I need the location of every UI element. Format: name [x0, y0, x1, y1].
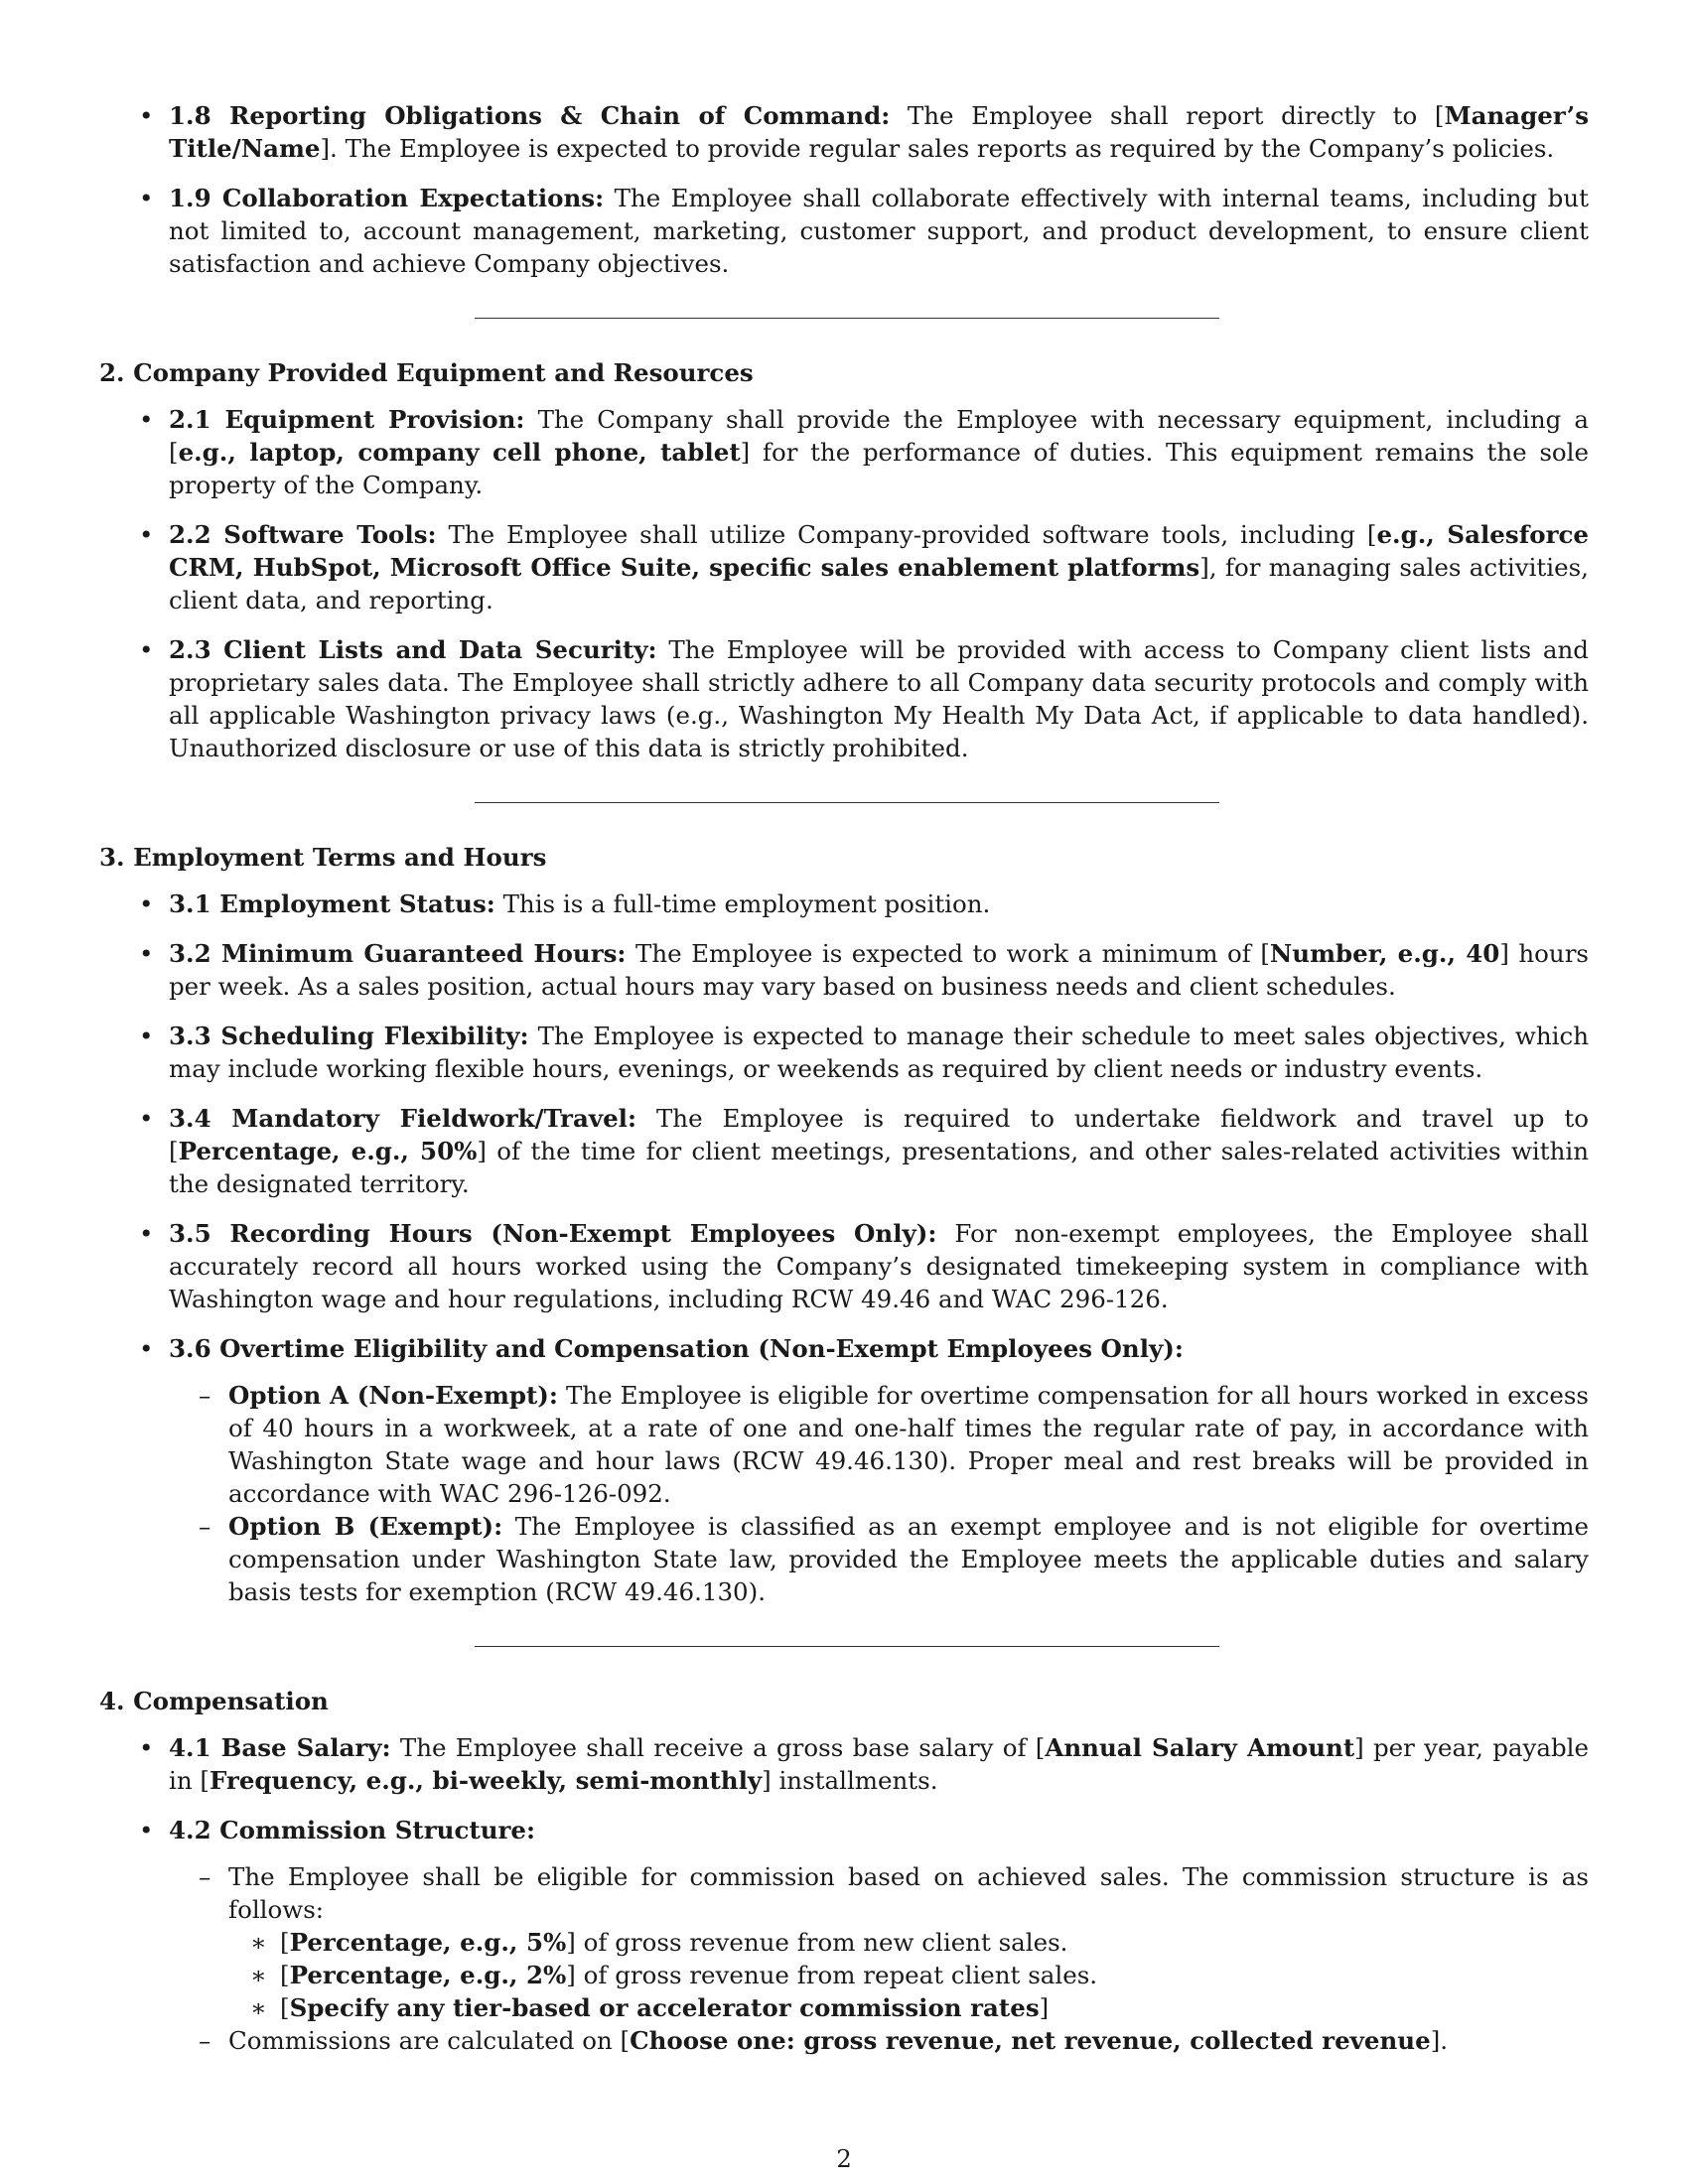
item-3-3: • 3.3 Scheduling Flexibility: The Employee is expected to manage their schedule to meet sales objectives, which may include working flexible hours, evenings, or weekends as required by client needs or industry events. — [99, 1020, 1589, 1085]
commission-rate-tier: ∗ [Specify any tier-based or accelerator commission rates] — [228, 1991, 1589, 2024]
section-4-list — [99, 1731, 1589, 2057]
item-4-2: • 4.2 Commission Structure: – The Employee shall be eligible for commission based on achieved sales. The commission structure is as follows: ∗ [Percentage, e.g., 5%] of gross revenue from new client sales. ∗ [Percentage, e.g., 2%] of gross revenue from repeat client sales. ∗ [Specify any tier-based or accelerator commission rates] – Commissions are calculated on [Choose one: gross revenue, net revenue, collected revenue]. — [99, 1814, 1589, 2057]
commission-rate-repeat: ∗ [Percentage, e.g., 2%] of gross revenue from repeat client sales. — [228, 1959, 1589, 1991]
page-number: 2 — [836, 2144, 852, 2173]
item-2-2: • 2.2 Software Tools: The Employee shall utilize Company-provided software tools, including [e.g., Salesforce CRM, HubSpot, Microsoft Office Suite, specific sales enablement platforms], for managing sales activities, client data, and reporting. — [99, 518, 1589, 616]
section-divider — [475, 1646, 1219, 1647]
item-label: 1.8 Reporting Obligations & Chain of Command: — [169, 101, 891, 130]
section-3-list — [99, 887, 1589, 1608]
item-1-9: • 1.9 Collaboration Expectations: The Employee shall collaborate effectively with internal teams, including but not limited to, account management, marketing, customer support, and product development, to ensure client satisfaction and achieve Company objectives. — [99, 182, 1589, 280]
commission-intro: – The Employee shall be eligible for commission based on achieved sales. The commission structure is as follows: ∗ [Percentage, e.g., 5%] of gross revenue from new client sales. ∗ [Percentage, e.g., 2%] of gross revenue from repeat client sales. ∗ [Specify any tier-based or accelerator commission rates] — [169, 1860, 1589, 2024]
item-3-4: • 3.4 Mandatory Fieldwork/Travel: The Employee is required to undertake fieldwork and travel up to [Percentage, e.g., 50%] of the time for client meetings, presentations, and other sales-related activities within the designated territory. — [99, 1102, 1589, 1200]
item-3-5: • 3.5 Recording Hours (Non-Exempt Employees Only): For non-exempt employees, the Employee shall accurately record all hours worked using the Company’s designated timekeeping system in compliance with Washington wage and hour regulations, including RCW 49.46 and WAC 296-126. — [99, 1217, 1589, 1315]
section-4-title: 4. Compensation — [99, 1687, 329, 1715]
option-a: – Option A (Non-Exempt): The Employee is eligible for overtime compensation for all hours worked in excess of 40 hours in a workweek, at a rate of one and one-half times the regular rate of pay, in accordance with Washington State wage and hour laws (RCW 49.46.130). Proper meal and rest breaks will be provided in accordance with WAC 296-126-092. — [169, 1379, 1589, 1510]
option-b: – Option B (Exempt): The Employee is classified as an exempt employee and is not eligible for overtime compensation under Washington State law, provided the Employee meets the applicable duties and salary basis tests for exemption (RCW 49.46.130). — [169, 1510, 1589, 1608]
section-2-list — [99, 403, 1589, 764]
commission-calculation: – Commissions are calculated on [Choose one: gross revenue, net revenue, collected revenue]. — [169, 2024, 1589, 2057]
item-2-3: • 2.3 Client Lists and Data Security: The Employee will be provided with access to Company client lists and proprietary sales data. The Employee shall strictly adhere to all Company data security protocols and comply with all applicable Washington privacy laws (e.g., Washington My Health My Data Act, if applicable to data handled). Unauthorized disclosure or use of this data is strictly prohibited. — [99, 633, 1589, 764]
document-body — [99, 99, 1589, 2074]
item-label: 1.9 Collaboration Expectations: — [169, 184, 605, 212]
item-1-8: • 1.8 Reporting Obligations & Chain of Command: The Employee shall report directly to [Manager’s Title/Name]. The Employee is expected to provide regular sales reports as required by the Company’s policies. — [99, 99, 1589, 165]
overtime-options-list — [169, 1379, 1589, 1608]
commission-list — [169, 1860, 1589, 2057]
commission-rates-list — [228, 1926, 1589, 2024]
item-3-6: • 3.6 Overtime Eligibility and Compensation (Non-Exempt Employees Only): – Option A (Non-Exempt): The Employee is eligible for overtime compensation for all hours worked in excess of 40 hours in a workweek, at a rate of one and one-half times the regular rate of pay, in accordance with Washington State wage and hour laws (RCW 49.46.130). Proper meal and rest breaks will be provided in accordance with WAC 296-126-092. – Option B (Exempt): The Employee is classified as an exempt employee and is not eligible for overtime compensation under Washington State law, provided the Employee meets the applicable duties and salary basis tests for exemption (RCW 49.46.130). — [99, 1332, 1589, 1608]
section1-continued-list — [99, 99, 1589, 280]
item-3-2: • 3.2 Minimum Guaranteed Hours: The Employee is expected to work a minimum of [Number, e.g., 40] hours per week. As a sales position, actual hours may vary based on business needs and client schedules. — [99, 937, 1589, 1003]
section-divider — [475, 802, 1219, 803]
section-divider — [475, 318, 1219, 319]
commission-rate-new: ∗ [Percentage, e.g., 5%] of gross revenue from new client sales. — [228, 1926, 1589, 1959]
section-2-title: 2. Company Provided Equipment and Resources — [99, 358, 754, 387]
item-3-1: • 3.1 Employment Status: This is a full-time employment position. — [99, 887, 1589, 920]
section-3-title: 3. Employment Terms and Hours — [99, 843, 547, 872]
item-4-1: • 4.1 Base Salary: The Employee shall receive a gross base salary of [Annual Salary Amount] per year, payable in [Frequency, e.g., bi-weekly, semi-monthly] installments. — [99, 1731, 1589, 1797]
item-2-1: • 2.1 Equipment Provision: The Company shall provide the Employee with necessary equipment, including a [e.g., laptop, company cell phone, tablet] for the performance of duties. This equipment remains the sole property of the Company. — [99, 403, 1589, 501]
